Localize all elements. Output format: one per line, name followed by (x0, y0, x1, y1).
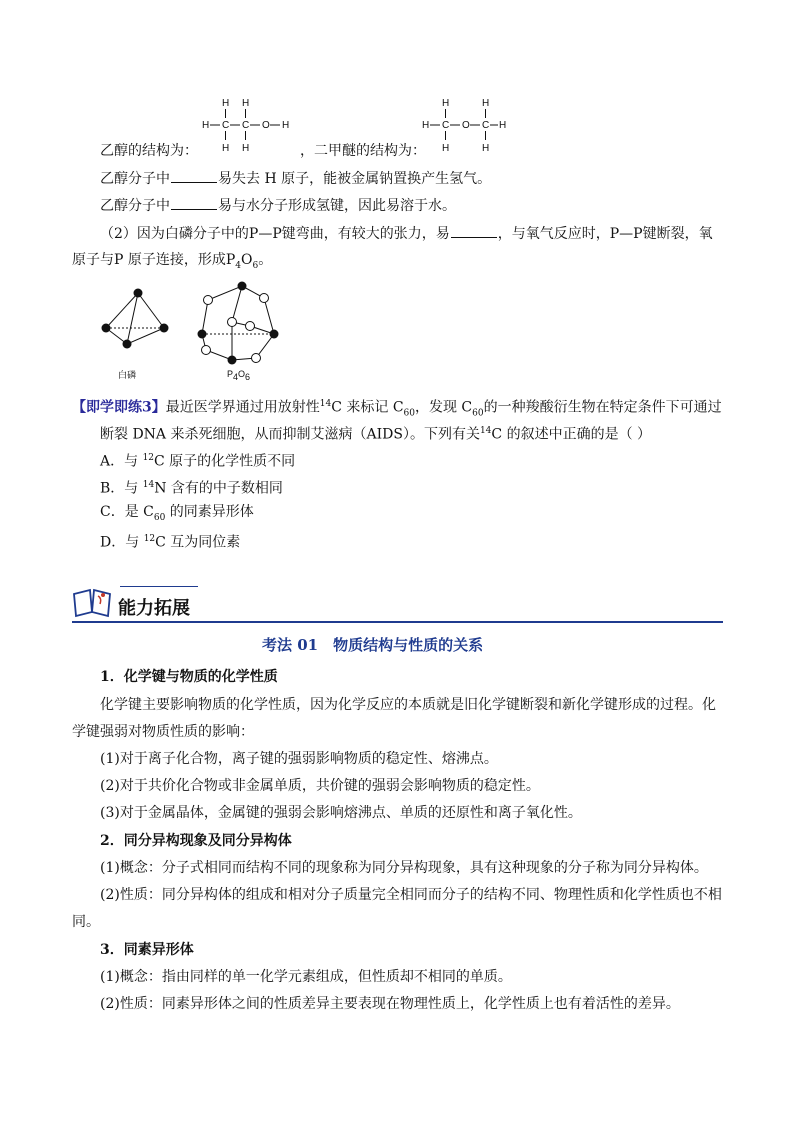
option-sup: 12 (142, 453, 155, 463)
heading-3 (100, 940, 194, 960)
item-2 (100, 776, 540, 796)
p2-line2-a: 原子与P 原子连接，形成P (72, 252, 236, 268)
kaofa-text: 考法 01 物质结构与性质的关系 (262, 636, 484, 654)
label-sub: 6 (245, 371, 251, 382)
p2-line1-a: （2）因为白磷分子中的P—P键弯曲，有较大的张力，易 (100, 226, 450, 242)
p4o6-figure (192, 278, 282, 368)
item-5-line1: (2)性质：同分异构体的组成和相对分子质量完全相同而分子的结构不同、物理性质和化学性质也不相 (100, 887, 722, 903)
fill-2-before: 乙醇分子中 (100, 198, 170, 214)
heading-3-text: 3．同素异形体 (100, 942, 194, 958)
ethanol-label: 乙醇的结构为： (100, 143, 198, 159)
svg-text:C: C (222, 120, 230, 131)
fill-1-before: 乙醇分子中 (100, 171, 170, 187)
p2-line-1 (100, 223, 713, 244)
option-a-prefix: A．与 (100, 453, 143, 470)
c60-sub: 60 (472, 408, 484, 419)
svg-text:H: H (222, 98, 230, 109)
item-6-text: (1)概念：指由同样的单一化学元素组成，但性质却不相同的单质。 (100, 969, 512, 985)
svg-text:C: C (242, 120, 250, 131)
p1-line2: 学键强弱对物质性质的影响： (72, 724, 254, 740)
option-c-prefix: C．是 C (100, 504, 154, 520)
svg-text:C: C (482, 120, 490, 131)
svg-text:O: O (262, 120, 270, 131)
label-sub: 4 (233, 371, 239, 382)
svg-text:H: H (202, 120, 210, 131)
iso-sup: 14 (479, 426, 492, 436)
iso-sup: 14 (319, 399, 332, 409)
p2-line1-b: ，与氧气反应时，P—P键断裂，氧 (497, 226, 713, 242)
svg-text:H: H (282, 120, 290, 131)
item-4-text: (1)概念：分子式相同而结构不同的现象称为同分异构现象，具有这种现象的分子称为同分异构体。 (100, 860, 708, 876)
option-a-text: C 原子的化学性质不同 (154, 453, 296, 470)
heading-1 (100, 667, 278, 687)
exercise-line-1 (72, 394, 722, 423)
heading-1-text: 1．化学键与物质的化学性质 (100, 669, 278, 685)
section-title-text: 能力拓展 (118, 598, 190, 619)
structure-labels-line (100, 141, 198, 161)
p2-line-2 (72, 250, 272, 276)
ether-label: ，二甲醚的结构为： (300, 143, 426, 159)
option-b-prefix: B．与 (100, 480, 143, 497)
exercise-line-2 (100, 421, 651, 445)
item-1 (100, 749, 498, 769)
option-b[interactable] (100, 475, 283, 499)
ex-line2-b: C 的叙述中正确的是（ ） (491, 426, 652, 443)
dimethyl-ether-structure (418, 94, 518, 156)
c60-sub: 60 (403, 408, 415, 419)
heading-2 (100, 831, 292, 851)
svg-text:H: H (482, 143, 490, 154)
option-sup: 14 (142, 480, 155, 490)
option-sub: 60 (153, 512, 166, 523)
ex-line1-a: 最近医学界通过用放射性 (165, 399, 320, 416)
item-7-text: (2)性质：同素异形体之间的性质差异主要表现在物理性质上，化学性质上也有着活性的差异。 (100, 996, 680, 1012)
svg-text:H: H (482, 98, 490, 109)
section-title (118, 594, 190, 620)
item-5-line-1 (100, 885, 722, 905)
paragraph-1-line-1 (100, 695, 716, 715)
item-5-line-2 (72, 912, 100, 932)
label-o: O (238, 369, 246, 379)
label-white: 白磷 (118, 370, 137, 380)
p2-end: 。 (258, 252, 273, 268)
ethanol-structure (198, 94, 298, 156)
svg-text:C: C (442, 120, 450, 131)
svg-text:H: H (499, 120, 507, 131)
ex-line1-b: C 来标记 C (331, 399, 404, 416)
section-rule (72, 621, 723, 623)
option-c-text: 的同素异形体 (165, 504, 254, 520)
item-3-text: (3)对于金属晶体，金属键的强弱会影响熔沸点、单质的还原性和离子氧化性。 (100, 805, 582, 821)
answer-blank[interactable] (451, 223, 497, 238)
p4o6-label (227, 369, 250, 382)
option-b-text: N 含有的中子数相同 (154, 480, 283, 497)
answer-blank[interactable] (171, 168, 217, 183)
p2-sub: 4 (235, 260, 242, 271)
item-1-text: (1)对于离子化合物，离子键的强弱影响物质的稳定性、熔沸点。 (100, 751, 498, 767)
p2-mid: O (241, 252, 253, 268)
ex-line2-a: 断裂 DNA 来杀死细胞，从而抑制艾滋病（AIDS）。下列有关 (100, 426, 480, 443)
option-d-prefix: D．与 (100, 534, 144, 551)
svg-text:O: O (462, 120, 470, 131)
paragraph-1-line-2 (72, 722, 254, 742)
fill-2-after: 易与水分子形成氢键，因此易溶于水。 (218, 198, 456, 214)
kaofa-heading (262, 634, 483, 655)
option-c[interactable] (100, 502, 254, 528)
item-6 (100, 967, 512, 987)
svg-text:H: H (442, 98, 450, 109)
section-top-rule (120, 586, 198, 587)
white-phosphorus-label (118, 368, 136, 381)
svg-text:H: H (242, 98, 250, 109)
fill-1-after: 易失去 H 原子，能被金属钠置换产生氢气。 (218, 171, 492, 187)
ex-line1-c: ，发现 C (414, 399, 473, 416)
ether-label-line (300, 141, 426, 161)
item-4 (100, 858, 708, 878)
label-p: P (227, 369, 234, 379)
answer-blank[interactable] (171, 195, 217, 210)
ex-line1-d: 的一种羧酸衍生物在特定条件下可通过 (483, 399, 722, 416)
item-3 (100, 803, 582, 823)
svg-text:H: H (422, 120, 430, 131)
p2-sub: 6 (252, 260, 259, 271)
item-7 (100, 994, 680, 1014)
fill-line-2 (100, 195, 456, 216)
item-5-line2: 同。 (72, 914, 100, 930)
white-phosphorus-figure (98, 286, 176, 356)
option-d[interactable] (100, 529, 240, 553)
svg-text:H: H (242, 143, 250, 154)
exercise-bracket-label: 【即学即练3】 (72, 399, 166, 416)
item-2-text: (2)对于共价化合物或非金属单质，共价键的强弱会影响物质的稳定性。 (100, 778, 540, 794)
heading-2-text: 2．同分异构现象及同分异构体 (100, 833, 292, 849)
option-sup: 12 (143, 534, 156, 544)
svg-text:H: H (442, 143, 450, 154)
option-a[interactable] (100, 448, 295, 472)
p1-line1: 化学键主要影响物质的化学性质，因为化学反应的本质就是旧化学键断裂和新化学键形成的过程。化 (100, 697, 716, 713)
svg-text:H: H (222, 143, 230, 154)
option-d-text: C 互为同位素 (155, 534, 241, 551)
fill-line-1 (100, 168, 491, 189)
book-icon (70, 586, 114, 620)
